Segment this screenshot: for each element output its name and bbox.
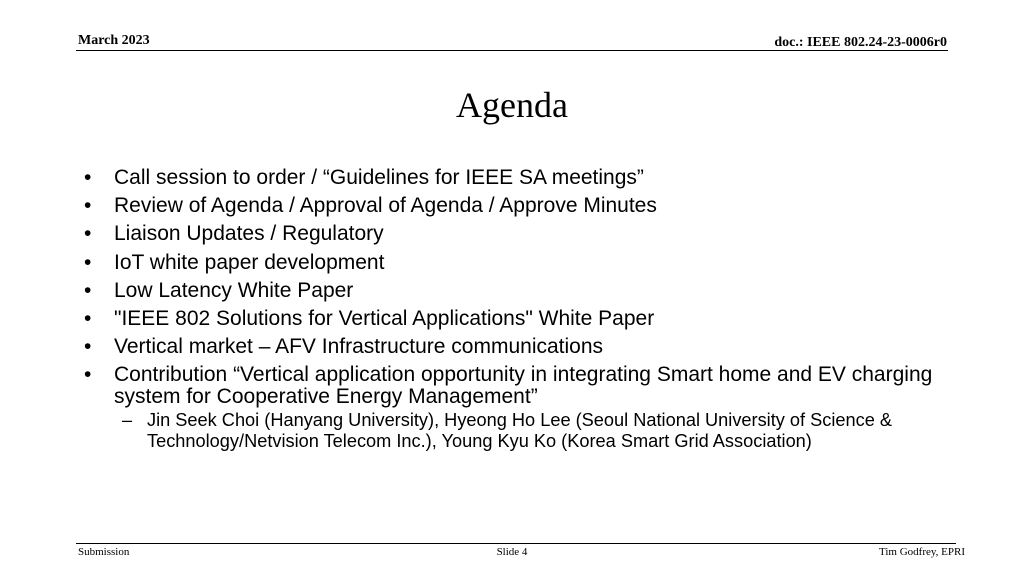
agenda-item-text: IoT white paper development xyxy=(114,250,385,274)
page-title: Agenda xyxy=(456,85,568,125)
footer-slide-number: Slide 4 xyxy=(496,546,528,558)
bullet-icon: • xyxy=(84,335,92,359)
agenda-item xyxy=(80,336,960,358)
footer-divider xyxy=(76,543,956,544)
agenda-item xyxy=(80,167,960,189)
agenda-sub-item xyxy=(114,410,960,451)
bullet-icon: • xyxy=(84,363,92,387)
agenda-item xyxy=(80,223,960,245)
bullet-icon: • xyxy=(84,166,92,189)
agenda-item-text: Contribution “Vertical application opportunity in integrating Smart home and EV charging system for Cooperative Energy Management” xyxy=(114,363,933,409)
dash-icon: – xyxy=(122,410,133,431)
footer-submission: Submission xyxy=(78,546,130,558)
header-doc-id: doc.: IEEE 802.24-23-0006r0 xyxy=(774,35,947,50)
agenda-item xyxy=(80,280,960,302)
bullet-icon: • xyxy=(84,194,92,218)
bullet-icon: • xyxy=(84,278,92,302)
agenda-list xyxy=(80,167,960,458)
agenda-item-text: Review of Agenda / Approval of Agenda / Approve Minutes xyxy=(114,194,657,218)
agenda-sub-list xyxy=(114,410,960,451)
footer-author: Tim Godfrey, EPRI xyxy=(879,546,965,558)
header-divider xyxy=(76,50,948,51)
agenda-sub-item-text: Jin Seek Choi (Hanyang University), Hyeong Ho Lee (Seoul National University of Science & Technology/Netvision Telecom Inc.), Young Kyu Ko (Korea Smart Grid Association) xyxy=(147,410,893,451)
bullet-icon: • xyxy=(84,250,92,274)
agenda-item-text: Low Latency White Paper xyxy=(114,278,354,302)
agenda-item xyxy=(80,252,960,274)
agenda-item-text: Liaison Updates / Regulatory xyxy=(114,222,384,246)
agenda-item xyxy=(80,364,960,451)
header-date: March 2023 xyxy=(78,33,150,48)
agenda-item-text: Vertical market – AFV Infrastructure communications xyxy=(114,335,604,359)
agenda-item xyxy=(80,195,960,217)
agenda-item xyxy=(80,308,960,330)
bullet-icon: • xyxy=(84,306,92,330)
agenda-item-text: Call session to order / “Guidelines for IEEE SA meetings” xyxy=(114,166,644,189)
agenda-item-text: "IEEE 802 Solutions for Vertical Applications" White Paper xyxy=(114,306,655,330)
bullet-icon: • xyxy=(84,222,92,246)
